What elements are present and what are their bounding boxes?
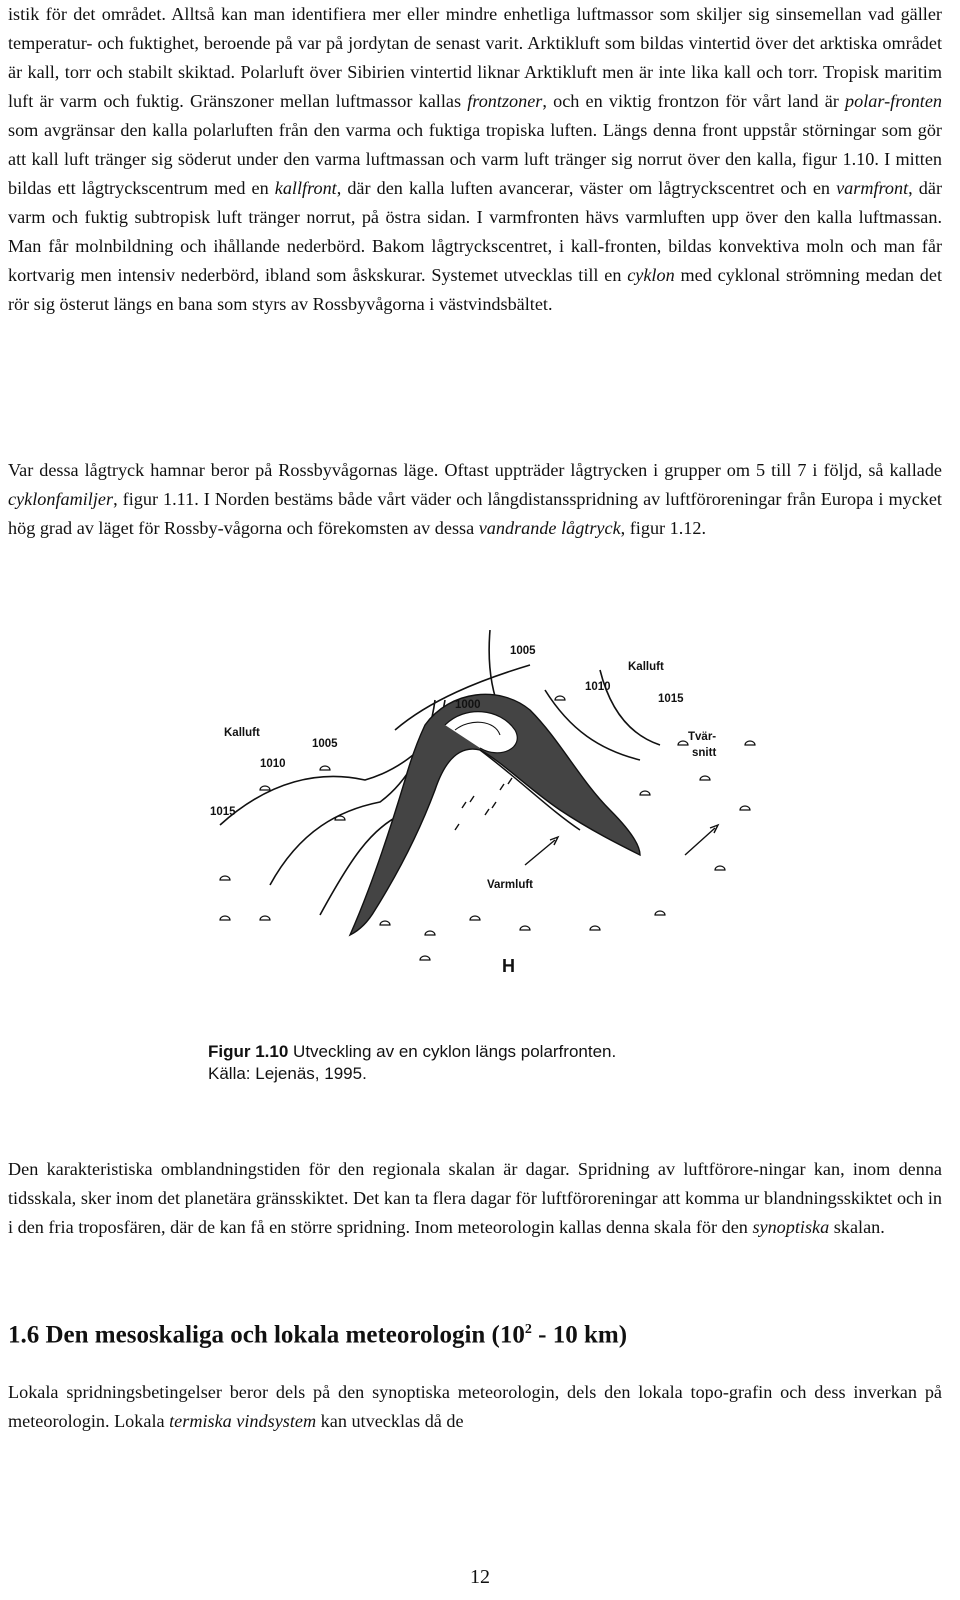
label-1015-left: 1015: [210, 806, 236, 818]
term-cyklonfamiljer: cyklonfamiljer: [8, 489, 114, 509]
section-heading: 1.6 Den mesoskaliga och lokala meteorologin ($10^2 - 10$ km): [8, 1321, 628, 1349]
label-kalluft-right: Kalluft: [628, 661, 664, 673]
caption-source: Källa: Lejenäs, 1995.: [208, 1064, 367, 1083]
label-tvarsnitt-2: snitt: [692, 747, 717, 759]
page-number: 12: [470, 1566, 490, 1588]
term-polarfronten: polar-fronten: [845, 91, 943, 111]
label-tvarsnitt-1: Tvär-: [688, 731, 717, 743]
paragraph-air-masses: istik för det området. Alltså kan man identifiera mer eller mindre enhetliga luftmassor som skiljer sig sinsemellan vad gäller temperatur- och fuktighet, beroende på var på jordytan de senast varit. Arktikluft som bildas vintertid över det arktiska området är kall, torr och stabilt skiktad. Polarluft över Sibirien vintertid liknar Arktikluft men är inte lika kall och torr. Tropisk maritim luft är varm och fuktig. Gränszoner mellan luftmassor kallas frontzoner, och en viktig frontzon för vårt land är polar-fronten som avgränsar den kalla polarluften från den varma och fuktiga tropiska luften. Längs denna front uppstår störningar som gör att kall luft tränger sig söderut under den varma luftmassan och varm luft tränger sig norrut över den kalla, figur 1.10. I mitten bildas ett lågtryckscentrum med en kallfront, där den kalla luften avancerar, väster om lågtryckscentret och en varmfront, där varm och fuktig subtropisk luft tränger norrut, på östra sidan. I varmfronten hävs varmluften upp över den kalla luftmassan. Man får molnbildning och ihållande nederbörd. Bakom lågtryckscentret, i kall-fronten, bildas konvektiva moln och man får kortvarig men intensiv nederbörd, ibland som åskskurar. Systemet utvecklas till en cyklon med cyklonal strömning medan det rör sig österut längs en bana som styrs av Rossbyvågorna i västvindsbältet.: [8, 4, 943, 314]
paragraph-synoptic: Den karakteristiska omblandningstiden för den regionala skalan är dagar. Spridning av luftförore-ningar kan, inom denna tidsskala, sker inom det planetära gränsskiktet. Det kan ta flera dagar för luftföroreningar att komma ur blandningsskiktet och in i den fria troposfären, där de kan få en större spridning. Inom meteorologin kallas denna skala för den synoptiska skalan.: [8, 1159, 942, 1237]
label-1000: 1000: [455, 699, 481, 711]
term-varmfront: varmfront: [836, 178, 909, 198]
cyclon-figure: [200, 630, 760, 990]
label-varmluft: Varmluft: [487, 879, 534, 891]
term-cyklon: cyklon: [627, 265, 675, 285]
term-synoptiska: synoptiska: [752, 1217, 830, 1237]
label-1015-top: 1015: [658, 693, 684, 705]
label-1005-top: 1005: [510, 645, 536, 657]
term-termiska-vindsystem: termiska vindsystem: [169, 1411, 317, 1431]
term-vandrande-lagtryck: vandrande lågtryck: [478, 518, 621, 538]
term-kallfront: kallfront: [274, 178, 337, 198]
paragraph-local: Lokala spridningsbetingelser beror dels på den synoptiska meteorologin, dels den lokala topo-grafin och dess inverkan på meteorologin. Lokala termiska vindsystem kan utvecklas då de: [8, 1382, 942, 1431]
label-kalluft-left: Kalluft: [224, 727, 260, 739]
label-1010-left: 1010: [260, 758, 286, 770]
label-high-pressure: H: [502, 956, 515, 976]
label-1005-left: 1005: [312, 738, 338, 750]
caption-label: Figur 1.10: [208, 1042, 289, 1061]
figure-caption: [208, 1041, 616, 1085]
caption-text: Utveckling av en cyklon längs polarfronten.: [288, 1042, 617, 1061]
label-1010-top: 1010: [585, 681, 611, 693]
precipitation-marks: [455, 778, 512, 830]
paragraph-rossby: Var dessa lågtryck hamnar beror på Rossbyvågornas läge. Oftast uppträder lågtrycken i grupper om 5 till 7 i följd, så kallade cyklonfamiljer, figur 1.11. I Norden bestäms både vårt väder och långdistansspridning av luftföroreningar från Europa i mycket hög grad av läget för Rossby-vågorna och förekomsten av dessa vandrande lågtryck, figur 1.12.: [8, 460, 942, 538]
term-frontzoner: frontzoner: [467, 91, 543, 111]
